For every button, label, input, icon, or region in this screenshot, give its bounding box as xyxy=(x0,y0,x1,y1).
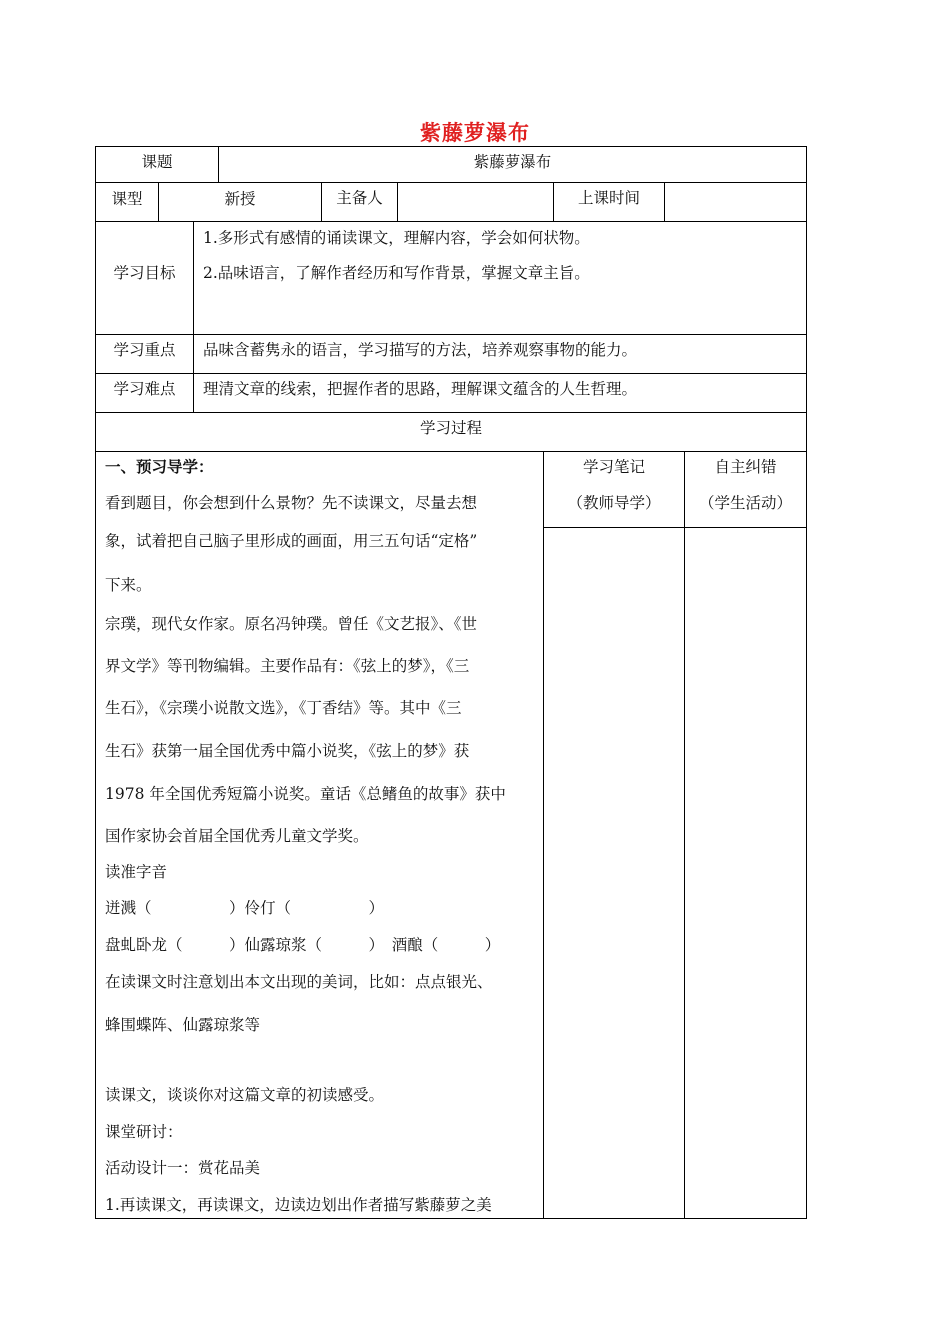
content-line: 宗璞，现代女作家。原名冯钟璞。曾任《文艺报》、《世 xyxy=(105,615,478,633)
content-line: 下来。 xyxy=(105,576,152,594)
correction-column-title: 自主纠错 xyxy=(714,458,777,476)
content-line: 1978 年全国优秀短篇小说奖。童话《总鳍鱼的故事》获中 xyxy=(105,785,506,803)
preparer-label: 主备人 xyxy=(336,189,383,207)
content-line: 生石》，《宗璞小说散文选》，《丁香结》等。其中《三 xyxy=(105,699,462,717)
content-line: 蜂围蝶阵、仙露琼浆等 xyxy=(105,1016,261,1034)
goals-label: 学习目标 xyxy=(113,264,176,282)
time-label: 上课时间 xyxy=(577,189,640,207)
row-divider xyxy=(95,334,807,335)
topic-label: 课题 xyxy=(141,153,173,171)
topic-value: 紫藤萝瀑布 xyxy=(473,153,552,171)
notes-column-title: 学习笔记 xyxy=(582,458,645,476)
difficulties-label: 学习难点 xyxy=(113,380,176,398)
content-line: 生石》获第一届全国优秀中篇小说奖，《弦上的梦》获 xyxy=(105,742,470,760)
content-line: 课堂研讨： xyxy=(105,1123,183,1141)
content-line: 国作家协会首届全国优秀儿童文学奖。 xyxy=(105,827,369,845)
correction-column-subtitle: （学生活动） xyxy=(698,494,792,512)
key-points-value: 品味含蓄隽永的语言，学习描写的方法，培养观察事物的能力。 xyxy=(203,341,638,359)
process-label: 学习过程 xyxy=(419,419,482,437)
content-line: 界文学》等刊物编辑。主要作品有：《弦上的梦》，《三 xyxy=(105,657,470,675)
content-line: 1.再读课文，再读课文，边读边划出作者描写紫藤萝之美 xyxy=(105,1196,492,1214)
content-line: 在读课文时注意划出本文出现的美词，比如：点点银光、 xyxy=(105,973,493,991)
cell-divider xyxy=(397,182,398,222)
cell-divider xyxy=(193,221,194,413)
table-border-right xyxy=(806,146,807,1219)
table-border-bottom xyxy=(95,1218,807,1219)
section-heading: 一、预习导学： xyxy=(105,458,214,476)
table-border-top xyxy=(95,146,807,147)
content-line: 迸溅（ ）伶仃（ ） xyxy=(105,899,385,917)
notes-column-subtitle: （教师导学） xyxy=(567,494,661,512)
row-divider xyxy=(95,221,807,222)
content-line: 读课文，谈谈你对这篇文章的初读感受。 xyxy=(105,1086,385,1104)
row-divider xyxy=(95,412,807,413)
cell-divider xyxy=(664,182,665,222)
row-divider xyxy=(95,182,807,183)
row-divider xyxy=(95,373,807,374)
goal-item-2: 2.品味语言，了解作者经历和写作背景，掌握文章主旨。 xyxy=(203,264,590,282)
content-line: 活动设计一：赏花品美 xyxy=(105,1159,261,1177)
type-label: 课型 xyxy=(111,190,143,208)
content-line: 象，试着把自己脑子里形成的画面，用三五句话“定格” xyxy=(105,532,478,550)
content-line: 读准字音 xyxy=(105,863,168,881)
difficulties-value: 理清文章的线索，把握作者的思路，理解课文蕴含的人生哲理。 xyxy=(203,380,638,398)
page-title: 紫藤萝瀑布 xyxy=(420,121,530,145)
content-line: 看到题目，你会想到什么景物？先不读课文，尽量去想 xyxy=(105,494,478,512)
type-value: 新授 xyxy=(224,190,256,208)
content-line: 盘虬卧龙（ ）仙露琼浆（ ） 酒酿（ ） xyxy=(105,936,501,954)
goal-item-1: 1.多形式有感情的诵读课文，理解内容，学会如何状物。 xyxy=(203,229,590,247)
column-header-divider xyxy=(543,527,807,528)
row-divider xyxy=(95,451,807,452)
cell-divider xyxy=(543,451,544,1219)
key-points-label: 学习重点 xyxy=(113,341,176,359)
table-border-left xyxy=(95,146,96,1219)
cell-divider xyxy=(684,451,685,1219)
